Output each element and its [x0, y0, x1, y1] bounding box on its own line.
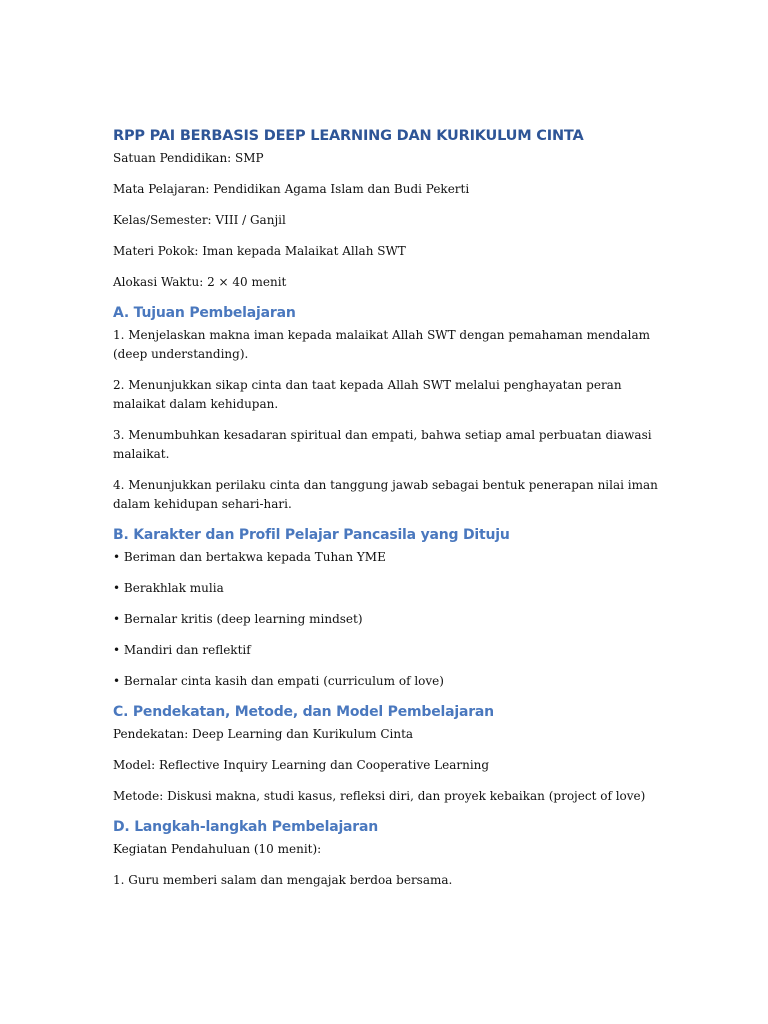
character-item-1: • Beriman dan bertakwa kepada Tuhan YME: [113, 550, 386, 564]
model-item: Model: Reflective Inquiry Learning dan Cooperative Learning: [113, 758, 490, 772]
info-kelas-semester: Kelas/Semester: VIII / Ganjil: [113, 213, 286, 227]
document-page: [113, 126, 658, 902]
character-item-5: • Bernalar cinta kasih dan empati (curriculum of love): [113, 674, 444, 688]
character-item-2: • Berakhlak mulia: [113, 581, 224, 595]
info-materi-pokok: Materi Pokok: Iman kepada Malaikat Allah SWT: [113, 244, 406, 258]
objective-item-4: 4. Menunjukkan perilaku cinta dan tanggung jawab sebagai bentuk penerapan nilai iman dalam kehidupan sehari-hari.: [113, 478, 658, 511]
character-item-4: • Mandiri dan reflektif: [113, 643, 251, 657]
activity-intro: Kegiatan Pendahuluan (10 menit):: [113, 842, 322, 856]
info-alokasi-waktu: Alokasi Waktu: 2 × 40 menit: [113, 275, 287, 289]
activity-step-1: 1. Guru memberi salam dan mengajak berdoa bersama.: [113, 873, 453, 887]
objective-item-3: 3. Menumbuhkan kesadaran spiritual dan empati, bahwa setiap amal perbuatan diawasi malaikat.: [113, 428, 652, 461]
info-satuan-pendidikan: Satuan Pendidikan: SMP: [113, 151, 264, 165]
section-a-heading: A. Tujuan Pembelajaran: [113, 305, 296, 321]
document-title: RPP PAI BERBASIS DEEP LEARNING DAN KURIKULUM CINTA: [113, 128, 584, 144]
method-item: Metode: Diskusi makna, studi kasus, refleksi diri, dan proyek kebaikan (project of love): [113, 789, 646, 803]
section-b-heading: B. Karakter dan Profil Pelajar Pancasila yang Dituju: [113, 527, 510, 543]
approach-item: Pendekatan: Deep Learning dan Kurikulum Cinta: [113, 727, 414, 741]
objective-item-1: 1. Menjelaskan makna iman kepada malaikat Allah SWT dengan pemahaman mendalam (deep understanding).: [113, 328, 651, 361]
section-c-heading: C. Pendekatan, Metode, dan Model Pembelajaran: [113, 704, 494, 720]
character-item-3: • Bernalar kritis (deep learning mindset): [113, 612, 363, 626]
section-d-heading: D. Langkah-langkah Pembelajaran: [113, 819, 379, 835]
info-mata-pelajaran: Mata Pelajaran: Pendidikan Agama Islam dan Budi Pekerti: [113, 182, 470, 196]
objective-item-2: 2. Menunjukkan sikap cinta dan taat kepada Allah SWT melalui penghayatan peran malaikat dalam kehidupan.: [113, 378, 622, 411]
